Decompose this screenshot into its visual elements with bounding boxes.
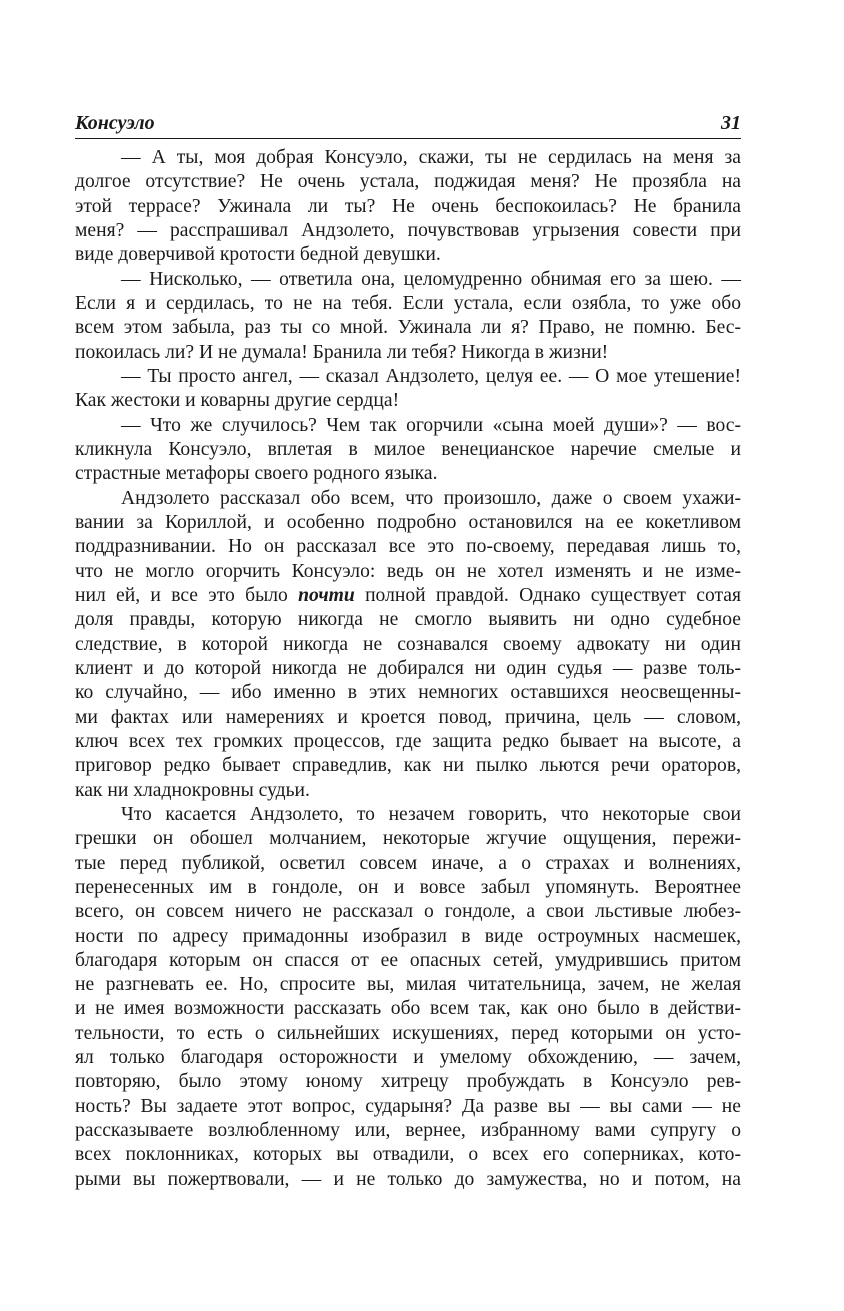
text-line: клиент и до которой никогда не добирался ни один судья — разве толь- — [75, 657, 741, 679]
text-line: всего, он совсем ничего не рассказал о гондоле, а свои льстивые любез- — [75, 901, 741, 923]
text-line: ми фактах или намерениях и кроется повод, причина, цель — словом, — [75, 706, 741, 728]
text-line: ключ всех тех громких процессов, где защита редко бывает на высоте, а — [75, 730, 741, 752]
text-fragment: нил ей, и все это было — [75, 584, 288, 606]
emphasized-word: почти — [298, 584, 355, 606]
text-line: рыми вы пожертвовали, — и не только до замужества, но и потом, на — [75, 1168, 741, 1190]
paragraph-5 — [75, 487, 741, 803]
text-line: — Нисколько, — ответила она, целомудренно обнимая его за шею. — — [121, 268, 741, 290]
text-line: всем этом забыла, раз ты со мной. Ужинала ли я? Право, не помню. Бес- — [75, 317, 741, 339]
text-line: ности по адресу примадонны изобразил в виде остроумных насмешек, — [75, 925, 741, 947]
text-line: приговор редко бывает справедлив, как ни пылко льются речи ораторов, — [75, 755, 741, 777]
text-line: Что касается Андзолето, то незачем говорить, что некоторые свои — [121, 803, 741, 825]
text-line: и не имея возможности рассказать обо всем так, как оно было в действи- — [75, 998, 741, 1020]
page-number: 31 — [721, 112, 741, 134]
text-line: ность? Вы задаете этот вопрос, сударыня? Да разве вы — вы сами — не — [75, 1095, 741, 1117]
text-line: — Что же случилось? Чем так огорчили «сына моей души»? — вос- — [121, 414, 741, 436]
paragraph-6 — [75, 803, 741, 1192]
text-line: этой террасе? Ужинала ли ты? Не очень беспокоилась? Не бранила — [75, 195, 741, 217]
text-line: — А ты, моя добрая Консуэло, скажи, ты не сердилась на меня за — [121, 147, 741, 168]
paragraph-4 — [75, 414, 741, 487]
text-line: следствие, в которой никогда не сознавался своему адвокату ни один — [75, 633, 741, 655]
text-line: вании за Кориллой, и особенно подробно остановился на ее кокетливом — [75, 511, 741, 533]
text-line: Если я и сердилась, то не на тебя. Если устала, если озябла, то уже обо — [75, 292, 741, 314]
paragraph-2 — [75, 268, 741, 365]
text-line: поддразнивании. Но он рассказал все это по-своему, передавая лишь то, — [75, 536, 741, 558]
text-line: тые перед публикой, осветил совсем иначе, а о страхах и волнениях, — [75, 852, 741, 874]
text-line: повторяю, было этому юному хитрецу пробуждать в Консуэло рев- — [75, 1071, 741, 1093]
text-line: кликнула Консуэло, вплетая в милое венецианское наречие смелые и — [75, 438, 741, 460]
text-line: ял только благодаря осторожности и умелому обхождению, — зачем, — [75, 1047, 741, 1069]
text-line: долгое отсутствие? Не очень устала, поджидая меня? Не прозябла на — [75, 171, 741, 193]
text-line: меня? — расспрашивал Андзолето, почувствовав угрызения совести при — [75, 219, 741, 241]
text-line: доля правды, которую никогда не смогло выявить ни одно судебное — [75, 609, 741, 631]
text-line: виде доверчивой кротости бедной девушки. — [75, 244, 441, 266]
text-line: всех поклонниках, которых вы отвадили, о всех его соперниках, кото- — [75, 1144, 741, 1166]
text-line: как ни хладнокровны судьи. — [75, 779, 310, 801]
text-line: грешки он обошел молчанием, некоторые жгучие ощущения, пережи- — [75, 828, 741, 850]
text-line: не разгневать ее. Но, спросите вы, милая читательница, зачем, не желая — [75, 974, 741, 996]
body-text — [75, 146, 741, 1192]
text-line: что не могло огорчить Консуэло: ведь он не хотел изменять и не изме- — [75, 560, 741, 582]
paragraph-3 — [75, 365, 741, 414]
running-header — [75, 108, 741, 139]
text-line: Как жестоки и коварны другие сердца! — [75, 390, 400, 412]
text-line: — Ты просто ангел, — сказал Андзолето, целуя ее. — О мое утешение! — [121, 365, 741, 387]
text-line: страстные метафоры своего родного языка. — [75, 463, 438, 485]
text-line: перенесенных им в гондоле, он и вовсе забыл упомянуть. Вероятнее — [75, 876, 741, 898]
text-line: благодаря которым он спасся от ее опасных сетей, умудрившись притом — [75, 949, 741, 971]
text-line: покоилась ли? И не думала! Бранила ли тебя? Никогда в жизни! — [75, 341, 609, 363]
text-fragment: полной правдой. Однако существует сотая — [365, 584, 741, 606]
text-line-with-emphasis — [75, 584, 741, 608]
text-line: рассказываете возлюбленному или, вернее, избранному вами супругу о — [75, 1120, 741, 1142]
running-title: Консуэло — [75, 112, 155, 134]
text-line: Андзолето рассказал обо всем, что произошло, даже о своем ухажи- — [121, 487, 741, 509]
text-line: тельности, то есть о сильнейших искушениях, перед которыми он усто- — [75, 1022, 741, 1044]
text-line: ко случайно, — ибо именно в этих немногих оставшихся неосвещенны- — [75, 682, 741, 704]
paragraph-1 — [75, 146, 741, 268]
